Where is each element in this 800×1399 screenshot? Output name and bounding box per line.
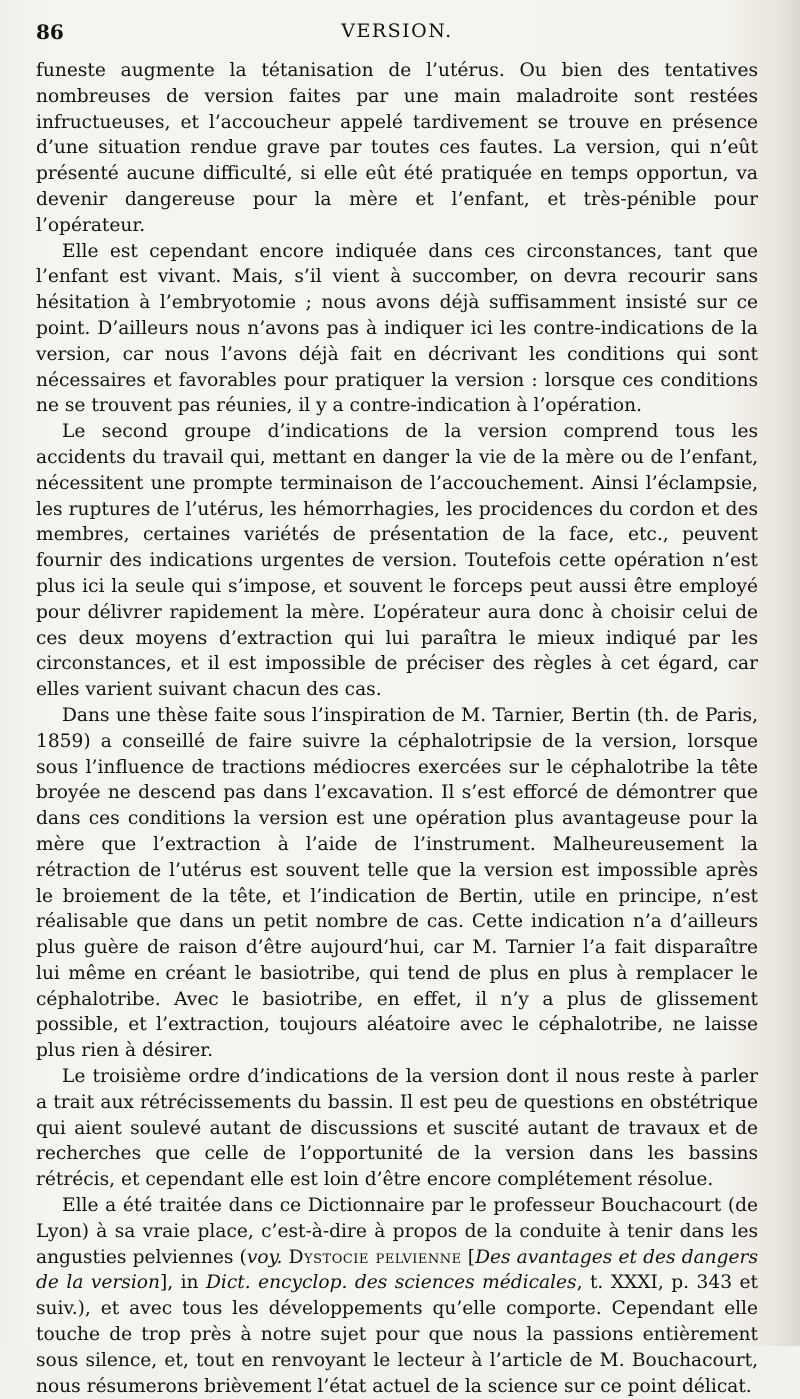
page-header [36,16,758,50]
paragraph-2: Elle est cependant encore indiquée dans ces circonstances, tant que l’enfant est vivant. Mais, s’il vient à succomber, on devra recourir sans hésitation à l’embryotomie ; nous avons déjà suffisamment insisté sur ce point. D’ailleurs nous n’avons pas à indiquer ici les contre-indications de la version, car nous l’avons déjà fait en décrivant les conditions qui sont nécessaires et favorables pour pratiquer la version : lorsque ces conditions ne se trouvent pas réunies, il y a contre-indication à l’opération. [36,240,758,417]
paragraph-6-text-c: ], in [159,1272,206,1294]
paragraph-6-text-a: Elle a été traitée dans ce Dictionnaire par le professeur Bouchacourt (de Lyon) à sa vraie place, c’est-à-dire à propos de la conduite à tenir dans les angusties pelviennes ( [36,1195,758,1268]
paragraph-5: Le troisième ordre d’indications de la version dont il nous reste à parler a trait aux rétrécissements du bassin. Il est peu de questions en obstétrique qui aient soulevé autant de discussions et suscité autant de travaux et de recherches que celle de l’opportunité de la version dans les bassins rétrécis, et cependant elle est loin d’être encore complétement résolue. [36,1066,758,1191]
paragraph-1: funeste augmente la tétanisation de l’utérus. Ou bien des tentatives nombreuses de version faites par une main maladroite sont restées infructueuses, et l’accoucheur appelé tardivement se trouve en présence d’une situation rendue grave par toutes ces fautes. La version, qui n’eût présenté aucune difficulté, si elle eût été pratiquée en temps opportun, va devenir dangereuse pour la mère et l’enfant, et très-pénible pour l’opérateur. [36,60,758,236]
cross-reference-entry: Dystocie pelvienne [288,1246,462,1268]
voy-abbreviation: voy. [246,1246,283,1268]
article-title: Des avantages et des dangers de la version [36,1246,758,1294]
paragraph-4: Dans une thèse faite sous l’inspiration de M. Tarnier, Bertin (th. de Paris, 1859) a conseillé de faire suivre la céphalotripsie de la version, lorsque sous l’influence de tractions médiocres exercées sur le céphalotribe la tête broyée ne descend pas dans l’excavation. Il s’est efforcé de démontrer que dans ces conditions la version est une opération plus avantageuse pour la mère que l’extraction à l’aide de l’instrument. Malheureusement la rétraction de l’utérus est souvent telle que la version est impossible après le broiement de la tête, et l’indication de Bertin, utile en principe, n’est réalisable que dans un petit nombre de cas. Cette indication n’a d’ailleurs plus guère de raison d’être aujourd’hui, car M. Tarnier l’a fait disparaître lui même en créant le basiotribe, qui tend de plus en plus à remplacer le céphalotribe. Avec le basiotribe, en effet, il n’y a plus de glissement possible, et l’extraction, toujours aléatoire avec le céphalotribe, ne laisse plus rien à désirer. [36,704,758,1062]
journal-title: Dict. encyclop. des sciences médicales [206,1272,577,1294]
running-head: VERSION. [341,20,453,42]
paragraph-6 [36,1193,758,1399]
body-text [36,58,758,1399]
paragraph-3: Le second groupe d’indications de la version comprend tous les accidents du travail qui, mettant en danger la vie de la mère ou de l’enfant, nécessitent une prompte terminaison de l’accouchement. Ainsi l’éclampsie, les ruptures de l’utérus, les hémorrhagies, les procidences du cordon et des membres, certaines variétés de présentation de la face, etc., peuvent fournir des indications urgentes de version. Toutefois cette opération n’est plus ici la seule qui s’impose, et souvent le forceps peut aussi être employé pour délivrer rapidement la mère. L’opérateur aura donc à choisir celui de ces deux moyens d’extraction qui lui paraîtra le mieux indiqué par les circonstances, et il est impossible de préciser des règles à cet égard, car elles varient suivant chacun des cas. [36,421,758,701]
paragraph-6-text-d: , t. XXXI, p. 343 et suiv.), et avec tous les développements qu’elle comporte. Cependant elle touche de trop près à notre sujet pour que nous la passions entièrement sous silence, et, tout en renvoyant le lecteur à l’article de M. Bouchacourt, nous résumerons brièvement l’état actuel de la science sur ce point délicat. [36,1272,758,1397]
paragraph-6-text-b: [ [461,1246,476,1268]
page-number: 86 [36,20,64,44]
